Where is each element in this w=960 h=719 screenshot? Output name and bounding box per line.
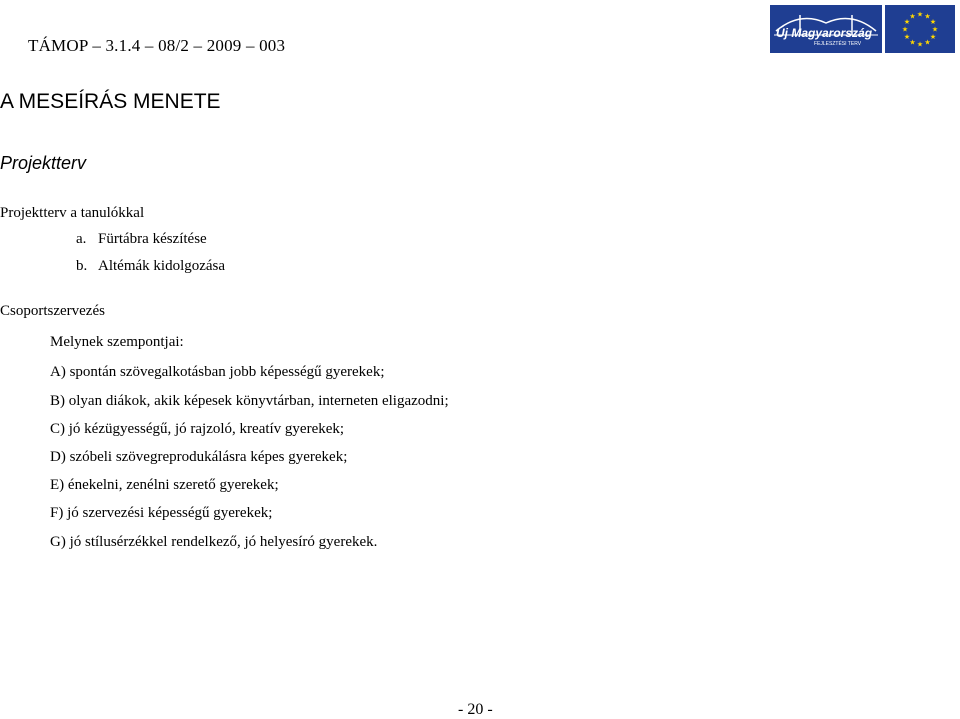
eu-flag-icon <box>885 5 955 53</box>
criteria-item: F) jó szervezési képességű gyerekek; <box>50 505 273 521</box>
list-item: Fürtábra készítése <box>98 231 207 247</box>
header-logos <box>770 5 956 53</box>
page-title: A MESEÍRÁS MENETE <box>0 90 221 113</box>
star-icon: ★ <box>903 18 911 26</box>
criteria-item: A) spontán szövegalkotásban jobb képességű gyerekek; <box>50 364 385 380</box>
header-reference: TÁMOP – 3.1.4 – 08/2 – 2009 – 003 <box>28 36 286 55</box>
star-icon: ★ <box>916 10 924 19</box>
criteria-intro: Melynek szempontjai: <box>50 334 184 350</box>
list-marker: b. <box>76 258 88 274</box>
star-icon: ★ <box>929 33 937 41</box>
list-item: Altémák kidolgozása <box>98 258 226 274</box>
criteria-item: E) énekelni, zenélni szerető gyerekek; <box>50 477 279 493</box>
star-icon: ★ <box>909 12 916 21</box>
criteria-item: G) jó stílusérzékkel rendelkező, jó helyesíró gyerekek. <box>50 534 378 550</box>
criteria-item: B) olyan diákok, akik képesek könyvtárban, interneten eligazodni; <box>50 393 449 409</box>
project-heading: Projektterv a tanulókkal <box>0 205 145 221</box>
star-icon: ★ <box>929 18 937 26</box>
group-heading: Csoportszervezés <box>0 303 105 319</box>
list-marker: a. <box>76 231 87 247</box>
star-icon: ★ <box>931 25 939 34</box>
page-number: - 20 - <box>458 701 493 718</box>
logo-uj-subtext: FEJLESZTÉSI TERV <box>814 41 862 47</box>
star-icon: ★ <box>903 33 911 41</box>
criteria-item: D) szóbeli szövegreprodukálásra képes gyerekek; <box>50 449 348 465</box>
star-icon: ★ <box>901 25 909 34</box>
star-icon: ★ <box>916 40 924 49</box>
star-icon: ★ <box>924 38 931 47</box>
logo-uj-text: Új Magyarország <box>776 26 873 40</box>
uj-magyarorszag-logo <box>770 5 882 53</box>
section-subtitle: Projektterv <box>0 153 87 173</box>
star-icon: ★ <box>909 38 916 47</box>
star-icon: ★ <box>924 12 931 21</box>
criteria-item: C) jó kézügyességű, jó rajzoló, kreatív gyerekek; <box>50 421 345 437</box>
